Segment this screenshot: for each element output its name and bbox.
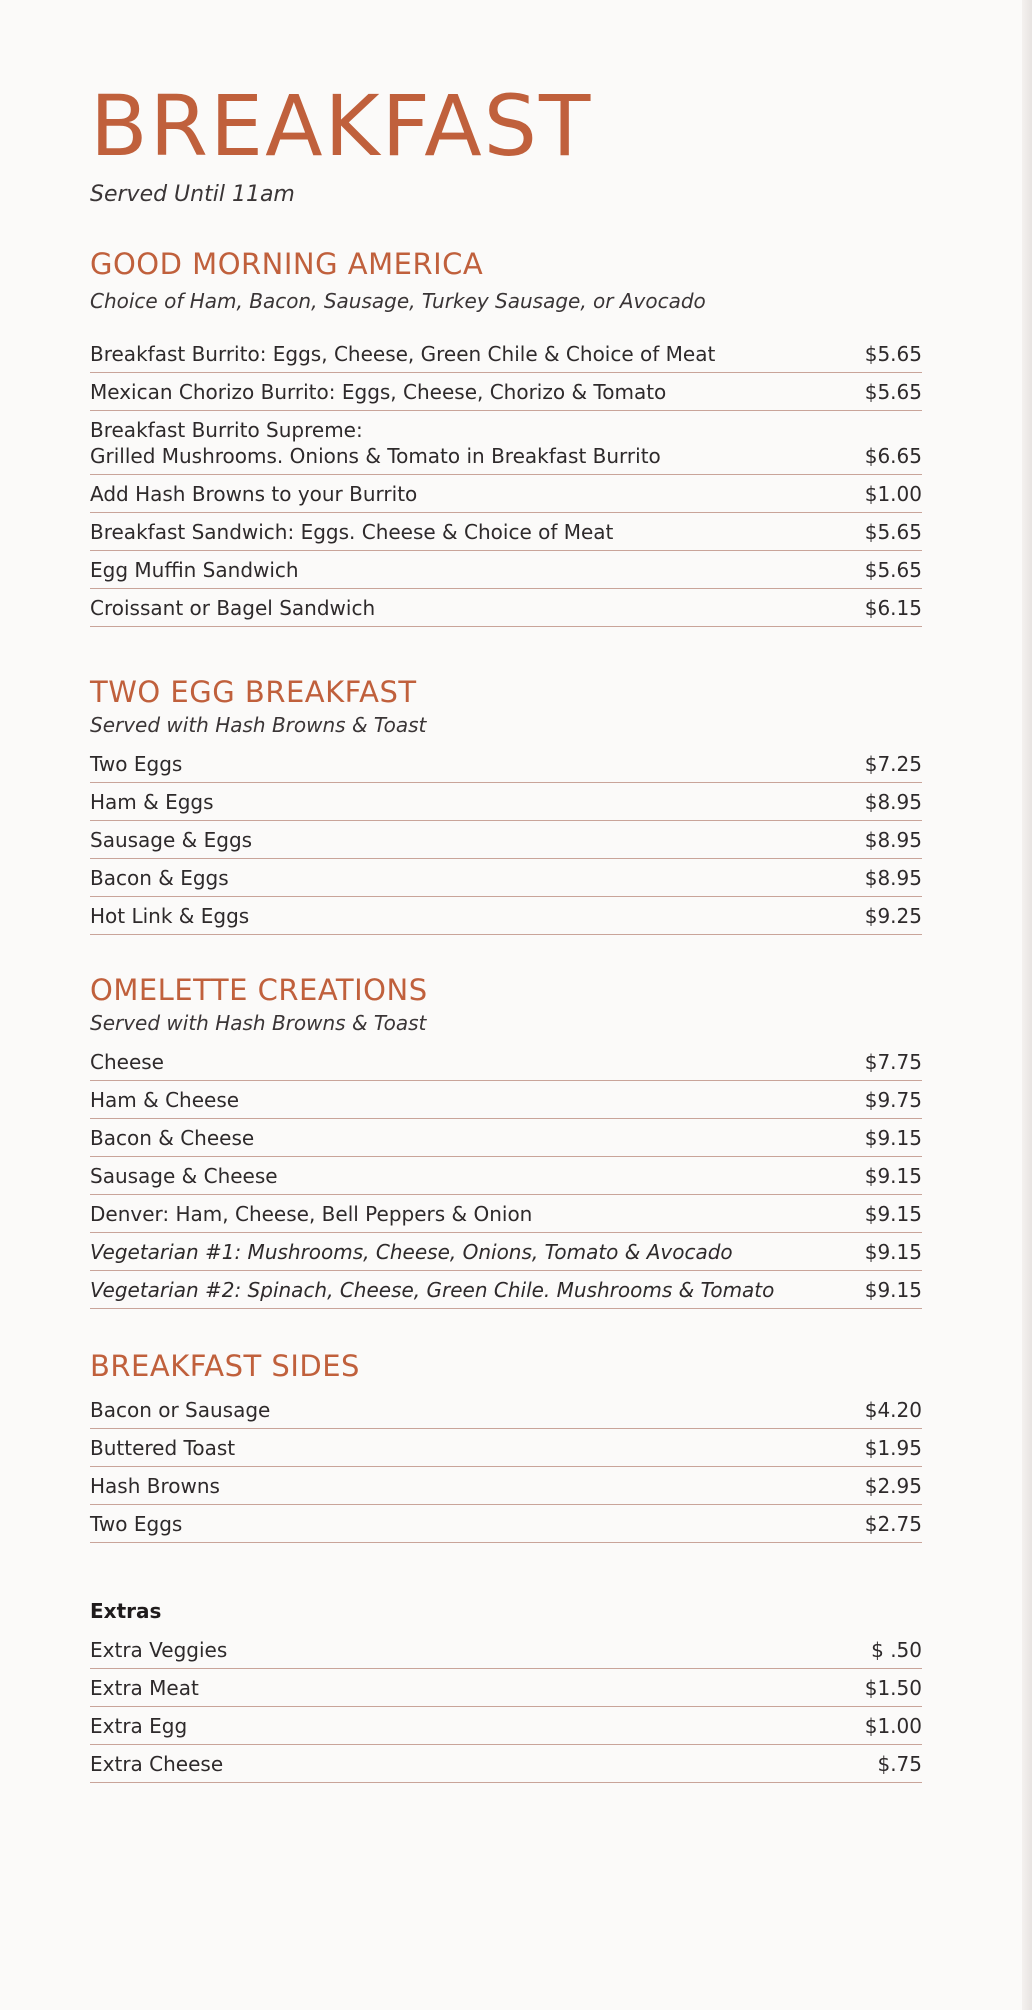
menu-item-price: $8.95: [864, 828, 922, 852]
menu-item-name: Extra Meat: [90, 1676, 199, 1700]
menu-item-name: Ham & Eggs: [90, 790, 214, 814]
menu-item: [90, 745, 922, 783]
menu-item: [90, 1195, 922, 1233]
menu-item-name: Extra Egg: [90, 1714, 188, 1738]
menu-item-list: [90, 1043, 922, 1309]
menu-item-price: $6.15: [864, 596, 922, 620]
extras-title: Extras: [90, 1599, 162, 1623]
menu-item-name: Breakfast Burrito Supreme: Grilled Mushrooms. Onions & Tomato in Breakfast Burrito: [90, 418, 661, 468]
menu-item-name: Two Eggs: [90, 1512, 183, 1536]
menu-item: [90, 1119, 922, 1157]
menu-item-price: $9.15: [864, 1164, 922, 1188]
menu-item-name: Ham & Cheese: [90, 1088, 240, 1112]
menu-item-name: Hot Link & Eggs: [90, 904, 250, 928]
menu-item-name: Bacon or Sausage: [90, 1398, 271, 1422]
menu-item-name: Vegetarian #2: Spinach, Cheese, Green Chile. Mushrooms & Tomato: [90, 1278, 775, 1302]
menu-item-name: Two Eggs: [90, 752, 183, 776]
menu-item-price: $9.15: [864, 1126, 922, 1150]
menu-item-list: [90, 1391, 922, 1543]
menu-item-name: Extra Cheese: [90, 1752, 224, 1776]
menu-item-name: Sausage & Cheese: [90, 1164, 278, 1188]
menu-item: [90, 1745, 922, 1783]
menu-item: [90, 1429, 922, 1467]
menu-item-list: [90, 1631, 922, 1783]
menu-item-price: $2.95: [864, 1474, 922, 1498]
menu-item: [90, 475, 922, 513]
menu-item-name: Hash Browns: [90, 1474, 220, 1498]
menu-item-price: $5.65: [864, 558, 922, 582]
section-title: GOOD MORNING AMERICA: [90, 247, 484, 281]
menu-item-price: $6.65: [864, 444, 922, 468]
menu-item: [90, 1467, 922, 1505]
menu-item: [90, 513, 922, 551]
menu-item-price: $9.15: [864, 1240, 922, 1264]
menu-item-list: [90, 745, 922, 935]
menu-item-name: Denver: Ham, Cheese, Bell Peppers & Onion: [90, 1202, 533, 1226]
menu-item-price: $.75: [877, 1752, 922, 1776]
menu-item-price: $7.75: [864, 1050, 922, 1074]
menu-item-price: $5.65: [864, 380, 922, 404]
menu-item-name: Breakfast Burrito: Eggs, Cheese, Green Chile & Choice of Meat: [90, 342, 716, 366]
menu-item: [90, 1631, 922, 1669]
menu-item-name: Mexican Chorizo Burrito: Eggs, Cheese, Chorizo & Tomato: [90, 380, 667, 404]
menu-item-price: $9.15: [864, 1202, 922, 1226]
menu-item-price: $5.65: [864, 520, 922, 544]
menu-item-price: $9.75: [864, 1088, 922, 1112]
menu-item-price: $1.00: [864, 1714, 922, 1738]
menu-item-name: Sausage & Eggs: [90, 828, 253, 852]
section-omelette-creations: [90, 973, 922, 1309]
menu-item: [90, 373, 922, 411]
menu-item-name: Egg Muffin Sandwich: [90, 558, 299, 582]
menu-item-price: $ .50: [871, 1638, 922, 1662]
section-breakfast-sides: [90, 1349, 922, 1543]
menu-item-name: Extra Veggies: [90, 1638, 228, 1662]
section-extras: [90, 1599, 922, 1783]
menu-item: [90, 1669, 922, 1707]
menu-item-price: $1.95: [864, 1436, 922, 1460]
menu-item: [90, 859, 922, 897]
menu-item-price: $9.15: [864, 1278, 922, 1302]
menu-item-price: $7.25: [864, 752, 922, 776]
menu-item-price: $8.95: [864, 866, 922, 890]
menu-item: [90, 1043, 922, 1081]
menu-item: [90, 1391, 922, 1429]
menu-item: [90, 1505, 922, 1543]
menu-item: [90, 1707, 922, 1745]
menu-item: [90, 411, 922, 475]
menu-item: [90, 1233, 922, 1271]
section-good-morning-america: [90, 247, 922, 627]
menu-item-name: Bacon & Eggs: [90, 866, 229, 890]
menu-item: [90, 783, 922, 821]
menu-item: [90, 335, 922, 373]
section-title: OMELETTE CREATIONS: [90, 973, 428, 1007]
menu-title: BREAKFAST: [90, 77, 593, 175]
menu-item-price: $9.25: [864, 904, 922, 928]
menu-item-price: $1.50: [864, 1676, 922, 1700]
menu-item-name: Vegetarian #1: Mushrooms, Cheese, Onions, Tomato & Avocado: [90, 1240, 733, 1264]
section-subtitle: Choice of Ham, Bacon, Sausage, Turkey Sausage, or Avocado: [90, 289, 706, 313]
menu-item: [90, 1271, 922, 1309]
menu-item-price: $8.95: [864, 790, 922, 814]
page-edge-shadow: [1022, 0, 1032, 2010]
section-two-egg-breakfast: [90, 675, 922, 935]
menu-item: [90, 589, 922, 627]
section-subtitle: Served with Hash Browns & Toast: [90, 1011, 427, 1035]
section-title: BREAKFAST SIDES: [90, 1349, 360, 1383]
menu-item: [90, 1157, 922, 1195]
menu-item-price: $4.20: [864, 1398, 922, 1422]
menu-item-name: Bacon & Cheese: [90, 1126, 255, 1150]
menu-item: [90, 1081, 922, 1119]
menu-item-name: Breakfast Sandwich: Eggs. Cheese & Choice of Meat: [90, 520, 614, 544]
section-subtitle: Served with Hash Browns & Toast: [90, 713, 427, 737]
menu-item: [90, 551, 922, 589]
menu-item: [90, 821, 922, 859]
menu-item-name: Add Hash Browns to your Burrito: [90, 482, 418, 506]
menu-item-price: $5.65: [864, 342, 922, 366]
menu-item-name: Cheese: [90, 1050, 164, 1074]
menu-item: [90, 897, 922, 935]
menu-item-name: Buttered Toast: [90, 1436, 236, 1460]
menu-item-price: $1.00: [864, 482, 922, 506]
menu-subtitle: Served Until 11am: [90, 182, 295, 207]
section-title: TWO EGG BREAKFAST: [90, 675, 417, 709]
menu-item-price: $2.75: [864, 1512, 922, 1536]
menu-item-name: Croissant or Bagel Sandwich: [90, 596, 376, 620]
menu-item-list: [90, 335, 922, 627]
